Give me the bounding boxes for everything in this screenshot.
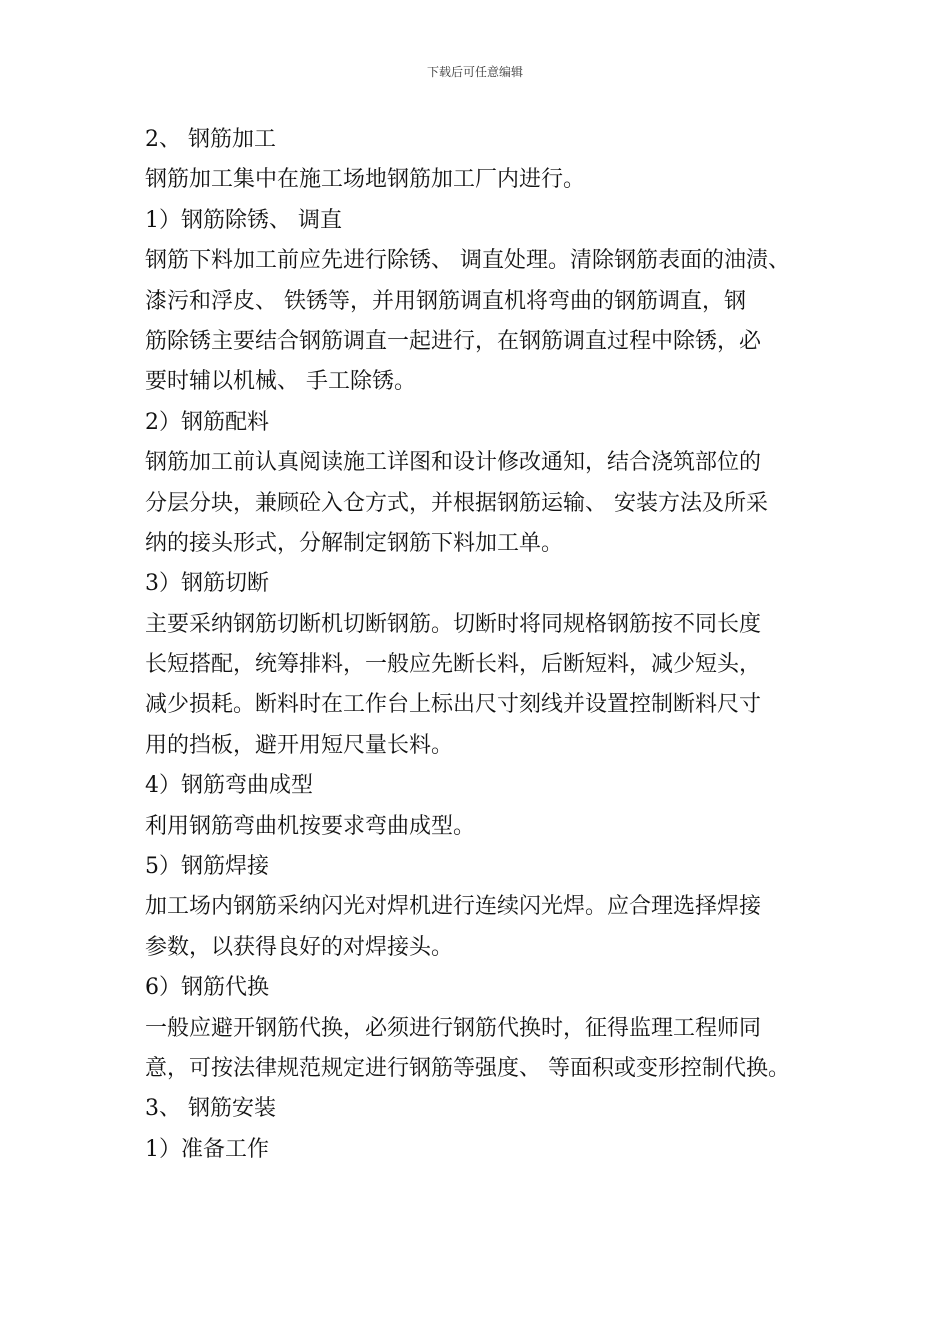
- subsection-heading: 6）钢筋代换: [145, 975, 269, 1001]
- paragraph-line: 纳的接头形式，分解制定钢筋下料加工单。: [145, 530, 564, 556]
- paragraph-line: 用的挡板，避开用短尺量长料。: [145, 732, 454, 758]
- subsection-heading: 1）准备工作: [145, 1136, 269, 1162]
- paragraph-line: 利用钢筋弯曲机按要求弯曲成型。: [145, 813, 476, 839]
- paragraph-line: 筋除锈主要结合钢筋调直一起进行，在钢筋调直过程中除锈，必: [145, 328, 762, 354]
- paragraph-line: 加工场内钢筋采纳闪光对焊机进行连续闪光焊。应合理选择焊接: [145, 894, 762, 920]
- paragraph-line: 分层分块，兼顾砼入仓方式，并根据钢筋运输、 安装方法及所采: [145, 490, 768, 516]
- paragraph-line: 主要采纳钢筋切断机切断钢筋。切断时将同规格钢筋按不同长度: [145, 611, 762, 637]
- subsection-heading: 4）钢筋弯曲成型: [145, 773, 313, 799]
- paragraph-line: 减少损耗。断料时在工作台上标出尺寸刻线并设置控制断料尺寸: [145, 692, 762, 718]
- paragraph-line: 意，可按法律规范规定进行钢筋等强度、 等面积或变形控制代换。: [145, 1055, 790, 1081]
- subsection-heading: 2）钢筋配料: [145, 409, 269, 435]
- paragraph-line: 要时辅以机械、 手工除锈。: [145, 369, 416, 395]
- subsection-heading: 3）钢筋切断: [145, 571, 269, 597]
- page-header-note: 下载后可任意编辑: [426, 65, 523, 79]
- section-heading: 3、 钢筋安装: [145, 1096, 276, 1122]
- paragraph-line: 长短搭配，统筹排料，一般应先断长料，后断短料，减少短头，: [145, 652, 762, 678]
- paragraph-line: 钢筋下料加工前应先进行除锈、 调直处理。清除钢筋表面的油渍、: [145, 248, 790, 274]
- subsection-heading: 1）钢筋除锈、 调直: [145, 207, 342, 233]
- paragraph-line: 一般应避开钢筋代换，必须进行钢筋代换时，征得监理工程师同: [145, 1015, 762, 1041]
- section-heading: 2、 钢筋加工: [145, 127, 276, 152]
- subsection-heading: 5）钢筋焊接: [145, 854, 269, 880]
- paragraph-line: 钢筋加工集中在施工场地钢筋加工厂内进行。: [145, 167, 586, 193]
- document-body: [145, 120, 835, 1170]
- paragraph-line: 漆污和浮皮、 铁锈等，并用钢筋调直机将弯曲的钢筋调直，钢: [145, 288, 746, 314]
- paragraph-line: 参数，以获得良好的对焊接头。: [145, 934, 454, 960]
- paragraph-line: 钢筋加工前认真阅读施工详图和设计修改通知，结合浇筑部位的: [145, 450, 762, 476]
